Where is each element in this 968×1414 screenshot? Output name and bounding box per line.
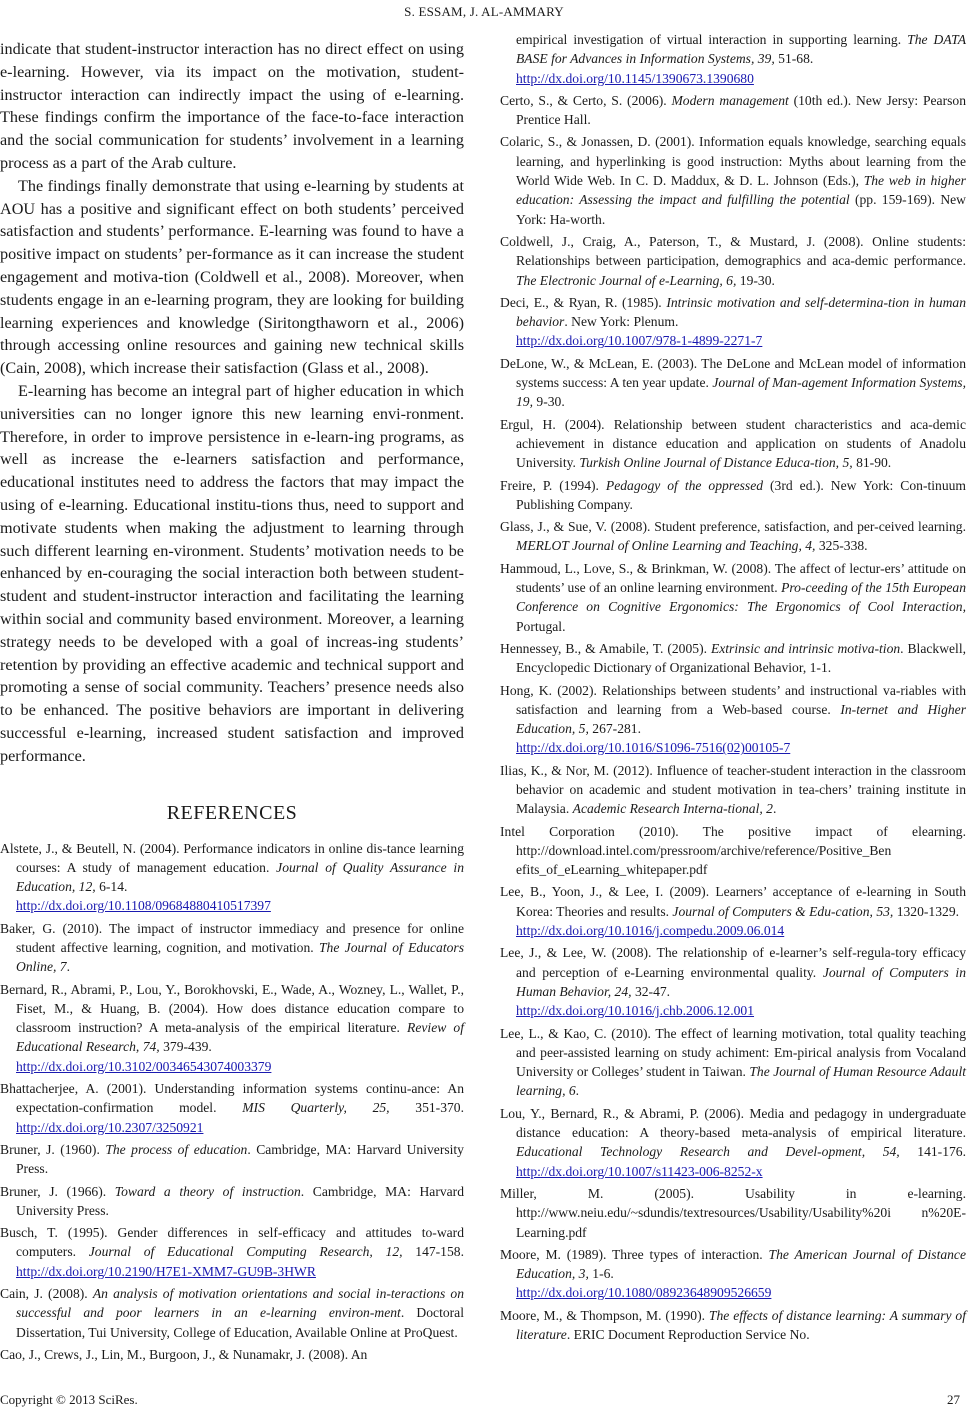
reference-source-title: Pedagogy of the oppressed bbox=[605, 477, 764, 493]
reference-text: Moore, M. (1989). Three types of interaction. bbox=[500, 1246, 769, 1262]
reference-source-title: The Journal of Educators Online, 7 bbox=[16, 939, 464, 975]
reference-entry bbox=[500, 559, 966, 636]
reference-text: (3rd ed.). New York: Con-tinuum Publishing Company. bbox=[516, 477, 967, 512]
reference-source-title: The Journal of Human Resource Adault learning, 6 bbox=[516, 1064, 966, 1099]
reference-entry bbox=[0, 1182, 464, 1221]
reference-text: . Doctoral Dissertation, Tui University, College of Education, Available Online at ProQuest. bbox=[16, 1305, 464, 1340]
reference-entry bbox=[500, 232, 966, 290]
reference-text: Baker, G. (2010). The impact of instructor immediacy and presence for online student affective learning, cognition, and motivation. bbox=[0, 920, 464, 955]
reference-entry bbox=[500, 1245, 966, 1303]
reference-text: 379-439. bbox=[159, 1039, 212, 1055]
reference-text: 267-281. bbox=[588, 721, 641, 737]
reference-entry bbox=[500, 293, 966, 351]
reference-source-title: Pro-ceeding of the 15th European Conference on Cognitive Ergonomics: The Ergonomics of Cool Interaction, bbox=[516, 580, 966, 615]
reference-text: Alstete, J., & Beutell, N. (2004). Performance indicators in online dis-tance learning courses: A study of management education. bbox=[0, 840, 464, 875]
doi-link[interactable]: http://dx.doi.org/10.1145/1390673.1390680 bbox=[516, 70, 754, 86]
reference-text: Bhattacherjee, A. (2001). Understanding information systems continu-ance: An expectation-confirmation model. bbox=[0, 1081, 464, 1116]
reference-entry bbox=[0, 1140, 464, 1179]
reference-source-title: Journal of Man-agement Information Systems, 19, bbox=[516, 375, 966, 410]
reference-source-title: Journal of Quality Assurance in Education, 12, bbox=[16, 859, 464, 895]
reference-text: (10th ed.). New Jersy: Pearson Prentice Hall. bbox=[516, 92, 967, 128]
reference-entry bbox=[500, 1184, 966, 1242]
reference-source-title: MIS Quarterly, 25, bbox=[242, 1100, 390, 1116]
reference-source-title: Turkish Online Journal of Distance Educa-tion, 5, bbox=[579, 455, 853, 471]
reference-text: 32-47. bbox=[631, 983, 671, 999]
reference-source-title: The American Journal of Distance Education, 3, bbox=[516, 1246, 967, 1282]
reference-source-title: In-ternet and Higher Education, 5, bbox=[516, 701, 966, 737]
reference-text: Moore, M., & Thompson, M. (1990). bbox=[500, 1307, 709, 1323]
doi-link[interactable]: http://dx.doi.org/10.1016/j.compedu.2009.06.014 bbox=[516, 923, 785, 939]
reference-text: Freire, P. (1994). bbox=[500, 477, 606, 493]
reference-text: Portugal. bbox=[516, 618, 566, 634]
reference-text: Certo, S., & Certo, S. (2006). bbox=[500, 92, 672, 108]
reference-text: Colaric, S., & Jonassen, D. (2001). Information equals knowledge, searching equals learning, and hyperlinking is good instruction: Myths about learning from the World Wide Web. In C. D. Maddux, & D. L. Johnson (Eds.), bbox=[500, 134, 966, 189]
reference-text: Bruner, J. (1966). bbox=[0, 1183, 115, 1199]
doi-link[interactable]: http://dx.doi.org/10.1080/08923648909526659 bbox=[516, 1285, 772, 1301]
reference-text: . New York: Plenum. bbox=[564, 314, 679, 330]
reference-source-title: Journal of Computers & Edu-cation, 53, bbox=[672, 903, 894, 919]
reference-text: 351-370. bbox=[389, 1100, 464, 1116]
reference-text: Coldwell, J., Craig, A., Paterson, T., & Mustard, J. (2008). Online students: Relationships between participation, demographics and aca-demic performance. bbox=[500, 233, 966, 269]
reference-text: 19-30. bbox=[736, 272, 775, 288]
reference-text: Miller, M. (2005). Usability in e-learning. http://www.neiu.edu/~sdundis/textresources/Usability/Usability%20i n%20E-Learning.pdf bbox=[500, 1185, 966, 1240]
reference-text: . bbox=[66, 959, 70, 975]
reference-source-title: MERLOT Journal of Online Learning and Teaching, 4, bbox=[516, 538, 816, 554]
body-paragraph: E-learning has become an integral part of higher education in which universities can no longer ignore this new learning envi-ronment. Therefore, in order to improve persistence in e-learn-ing programs, as well as increase the e-learners satisfaction and performance, educational institutes need to address the factors that may impact the using of e-learning. Educational institu-tions thus, need to support and motivate students when making the adjustment to learning through such different learning en-vironment. Students’ motivation needs to be enhanced by en-couraging the social interaction both between student-student and student-instructor interaction and facilitating the learning within social and community based environment. Moreover, a learning strategy needs to be developed with a goal of increas-ing students’ retention by providing an effective academic and technical support and promoting a sense of social community. Teachers’ presence needs also to be enhanced. The positive behaviors are important in delivering successful e-learning, increased student satisfaction and improved performance. bbox=[0, 381, 464, 765]
left-column bbox=[0, 38, 464, 1367]
reference-text: . ERIC Document Reproduction Service No. bbox=[566, 1327, 810, 1342]
reference-source-title: Modern management bbox=[671, 92, 789, 108]
doi-link[interactable]: http://dx.doi.org/10.2307/3250921 bbox=[16, 1119, 204, 1135]
reference-text: 9-30. bbox=[533, 394, 565, 410]
reference-text: 51-68. bbox=[774, 51, 814, 67]
reference-text: Lou, Y., Bernard, R., & Abrami, P. (2006). Media and pedagogy in undergraduate distance education: A theory-based meta-analysis of empirical literature. bbox=[500, 1105, 966, 1141]
reference-text: Hennessey, B., & Amabile, T. (2005). bbox=[500, 640, 711, 656]
reference-text: 141-176. bbox=[899, 1144, 966, 1160]
reference-text: Bruner, J. (1960). bbox=[0, 1141, 106, 1157]
body-paragraph: indicate that student-instructor interaction has no direct effect on using e-learning. However, via its impact on the motivation, student-instructor interaction can indirectly impact the using of e-learning. These findings confirm the importance of the face-to-face interaction and the social communication for students’ involvement in a learning process as a part of the Arab culture. bbox=[0, 40, 464, 172]
reference-text: Cain, J. (2008). bbox=[0, 1286, 93, 1302]
reference-entry bbox=[0, 919, 464, 977]
reference-entry bbox=[500, 415, 966, 473]
reference-source-title: Journal of Computers in Human Behavior, 24, bbox=[516, 964, 966, 999]
reference-source-title: Intrinsic motivation and self-determina-tion in human behavior bbox=[516, 294, 967, 330]
reference-entry bbox=[500, 882, 966, 940]
reference-text: 81-90. bbox=[852, 455, 892, 471]
reference-text: Glass, J., & Sue, V. (2008). Student preference, satisfaction, and per-ceived learning. bbox=[500, 519, 966, 535]
reference-entry bbox=[500, 30, 966, 88]
reference-text: 1320-1329. bbox=[893, 903, 960, 919]
reference-source-title: Review of Educational Research, 74, bbox=[16, 1020, 464, 1055]
doi-link[interactable]: http://dx.doi.org/10.2190/H7E1-XMM7-GU9B-3HWR bbox=[16, 1263, 316, 1279]
reference-source-title: The process of education bbox=[105, 1141, 248, 1157]
reference-source-title: The DATA BASE for Advances in Information Systems, 39, bbox=[516, 32, 966, 67]
reference-text: Lee, L., & Kao, C. (2010). The effect of learning motivation, total quality teaching and peer-assisted learning on study achiment: Em-pirical analysis from Vocaland University or Colleges’ student in Taiwan. bbox=[500, 1025, 966, 1080]
reference-entry bbox=[500, 1306, 966, 1345]
reference-entry bbox=[0, 1223, 464, 1281]
reference-source-title: An analysis of motivation orientations and social in-teractions on successful and poor learners in an e-learning environ-ment bbox=[16, 1286, 464, 1321]
reference-text: 147-158. bbox=[402, 1244, 464, 1260]
doi-link[interactable]: http://dx.doi.org/10.1108/09684880410517397 bbox=[16, 898, 271, 914]
reference-entry bbox=[500, 476, 966, 515]
reference-entry bbox=[500, 681, 966, 758]
reference-text: . Cambridge, MA: Harvard University Press. bbox=[16, 1141, 464, 1177]
reference-text: Lee, J., & Lee, W. (2008). The relationship of e-learner’s self-regula-tory efficacy and perception of e-Learning environmental quality. bbox=[500, 945, 966, 980]
doi-link[interactable]: http://dx.doi.org/10.1007/978-1-4899-2271-7 bbox=[516, 333, 763, 349]
reference-source-title: Academic Research Interna-tional, 2 bbox=[572, 801, 773, 817]
page-number: 27 bbox=[947, 1392, 960, 1407]
doi-link[interactable]: http://dx.doi.org/10.1016/S1096-7516(02)00105-7 bbox=[516, 740, 791, 756]
reference-text: Cao, J., Crews, J., Lin, M., Burgoon, J., & Nunamakr, J. (2008). An bbox=[0, 1346, 368, 1362]
reference-entry bbox=[500, 91, 966, 130]
doi-link[interactable]: http://dx.doi.org/10.1007/s11423-006-8252-x bbox=[516, 1163, 763, 1179]
reference-entry bbox=[500, 1104, 966, 1181]
references-list-left bbox=[0, 839, 464, 1365]
reference-source-title: Journal of Educational Computing Research, 12, bbox=[88, 1244, 403, 1260]
reference-text: Deci, E., & Ryan, R. (1985). bbox=[500, 294, 667, 310]
reference-entry bbox=[500, 354, 966, 412]
reference-source-title: Educational Technology Research and Devel-opment, 54, bbox=[516, 1144, 900, 1160]
reference-text: . Blackwell, Encyclopedic Dictionary of Organizational Behavior, 1-1. bbox=[516, 640, 967, 676]
reference-text: DeLone, W., & McLean, E. (2003). The DeLone and McLean model of information systems success: A ten year update. bbox=[500, 355, 966, 391]
reference-source-title: The web in higher education: Assessing the impact and fulfilling the potential bbox=[516, 173, 966, 208]
reference-text: 325-338. bbox=[815, 538, 868, 554]
reference-source-title: Toward a theory of instruction bbox=[114, 1183, 301, 1199]
reference-entry bbox=[500, 761, 966, 819]
reference-entry bbox=[0, 1079, 464, 1137]
reference-source-title: Extrinsic and intrinsic motiva-tion bbox=[710, 640, 901, 656]
reference-entry bbox=[0, 1284, 464, 1342]
reference-entry bbox=[500, 943, 966, 1020]
reference-text: (pp. 159-169). New York: Ha-worth. bbox=[516, 192, 966, 227]
reference-text: 6-14. bbox=[95, 879, 128, 895]
reference-text: Ilias, K., & Nor, M. (2012). Influence of teacher-student interaction in the classroom behavior on academic and student motivation in tea-chers’ training institute in Malaysia. bbox=[500, 762, 966, 817]
reference-text: Hong, K. (2002). Relationships between students’ and instructional va-riables with satisfaction and learning from a Web-based course. bbox=[500, 682, 966, 717]
reference-entry bbox=[0, 980, 464, 1076]
reference-entry bbox=[0, 839, 464, 916]
references-heading: REFERENCES bbox=[166, 801, 298, 824]
reference-text: . Cambridge, MA: Harvard University Press. bbox=[16, 1183, 465, 1218]
running-header: S. ESSAM, J. AL-AMMARY bbox=[404, 4, 564, 19]
reference-entry bbox=[500, 132, 966, 228]
reference-text: . bbox=[575, 1083, 580, 1099]
right-column bbox=[500, 30, 966, 1347]
reference-text: Bernard, R., Abrami, P., Lou, Y., Borokhovski, E., Wade, A., Wozney, L., Wallet, P., Fiset, M., & Huang, B. (2004). How does distance education compare to classroom instruction? A meta-analysis of the empirical literature. bbox=[0, 981, 464, 1036]
reference-entry bbox=[500, 1024, 966, 1101]
reference-text: Busch, T. (1995). Gender differences in self-efficacy and attitudes to-ward computers. bbox=[0, 1225, 464, 1260]
reference-text: . bbox=[772, 801, 777, 817]
doi-link[interactable]: http://dx.doi.org/10.3102/00346543074003379 bbox=[16, 1058, 272, 1074]
reference-entry bbox=[500, 639, 966, 678]
doi-link[interactable]: http://dx.doi.org/10.1016/j.chb.2006.12.001 bbox=[516, 1003, 755, 1019]
reference-source-title: The Electronic Journal of e-Learning, 6, bbox=[516, 272, 737, 288]
reference-text: Ergul, H. (2004). Relationship between student characteristics and aca-demic achievement in distance education and application on students of Anadolu University. bbox=[500, 416, 966, 471]
reference-entry bbox=[500, 517, 966, 556]
reference-text: Hammoud, L., Love, S., & Brinkman, W. (2008). The affect of lectur-ers’ attitude on students’ use of an online learning environment. bbox=[500, 560, 966, 596]
reference-text: 1-6. bbox=[588, 1266, 614, 1282]
reference-text: Intel Corporation (2010). The positive impact of elearning. http://download.intel.com/pressroom/archive/reference/Positive_Ben efits_of_eLearning_whitepaper.pdf bbox=[500, 823, 966, 878]
reference-source-title: The effects of distance learning: A summary of literature bbox=[516, 1307, 966, 1342]
references-list-right bbox=[500, 30, 966, 1344]
reference-entry bbox=[0, 1345, 464, 1364]
copyright-footer: Copyright © 2013 SciRes. bbox=[0, 1392, 138, 1407]
reference-text: Lee, B., Yoon, J., & Lee, I. (2009). Learners’ acceptance of e-learning in South Korea: Theories and results. bbox=[500, 884, 966, 919]
body-paragraph: The findings finally demonstrate that using e-learning by students at AOU has a positive and significant effect on both students’ perceived satisfaction and students’ performance. E-learning was found to have a positive impact on students’ per-formance as it can increase the student engagement and motiva-tion (Coldwell et al., 2008). Moreover, when students engage in an e-learning program, they are looking for building learning experiences and knowledge (Siritongthaworn et al., 2006) through accessing online resources and gaining new technical skills (Cain, 2008), which increase their satisfaction (Glass et al., 2008). bbox=[0, 176, 464, 378]
reference-entry bbox=[500, 822, 966, 880]
reference-text: empirical investigation of virtual interaction in supporting learning. bbox=[516, 32, 908, 47]
